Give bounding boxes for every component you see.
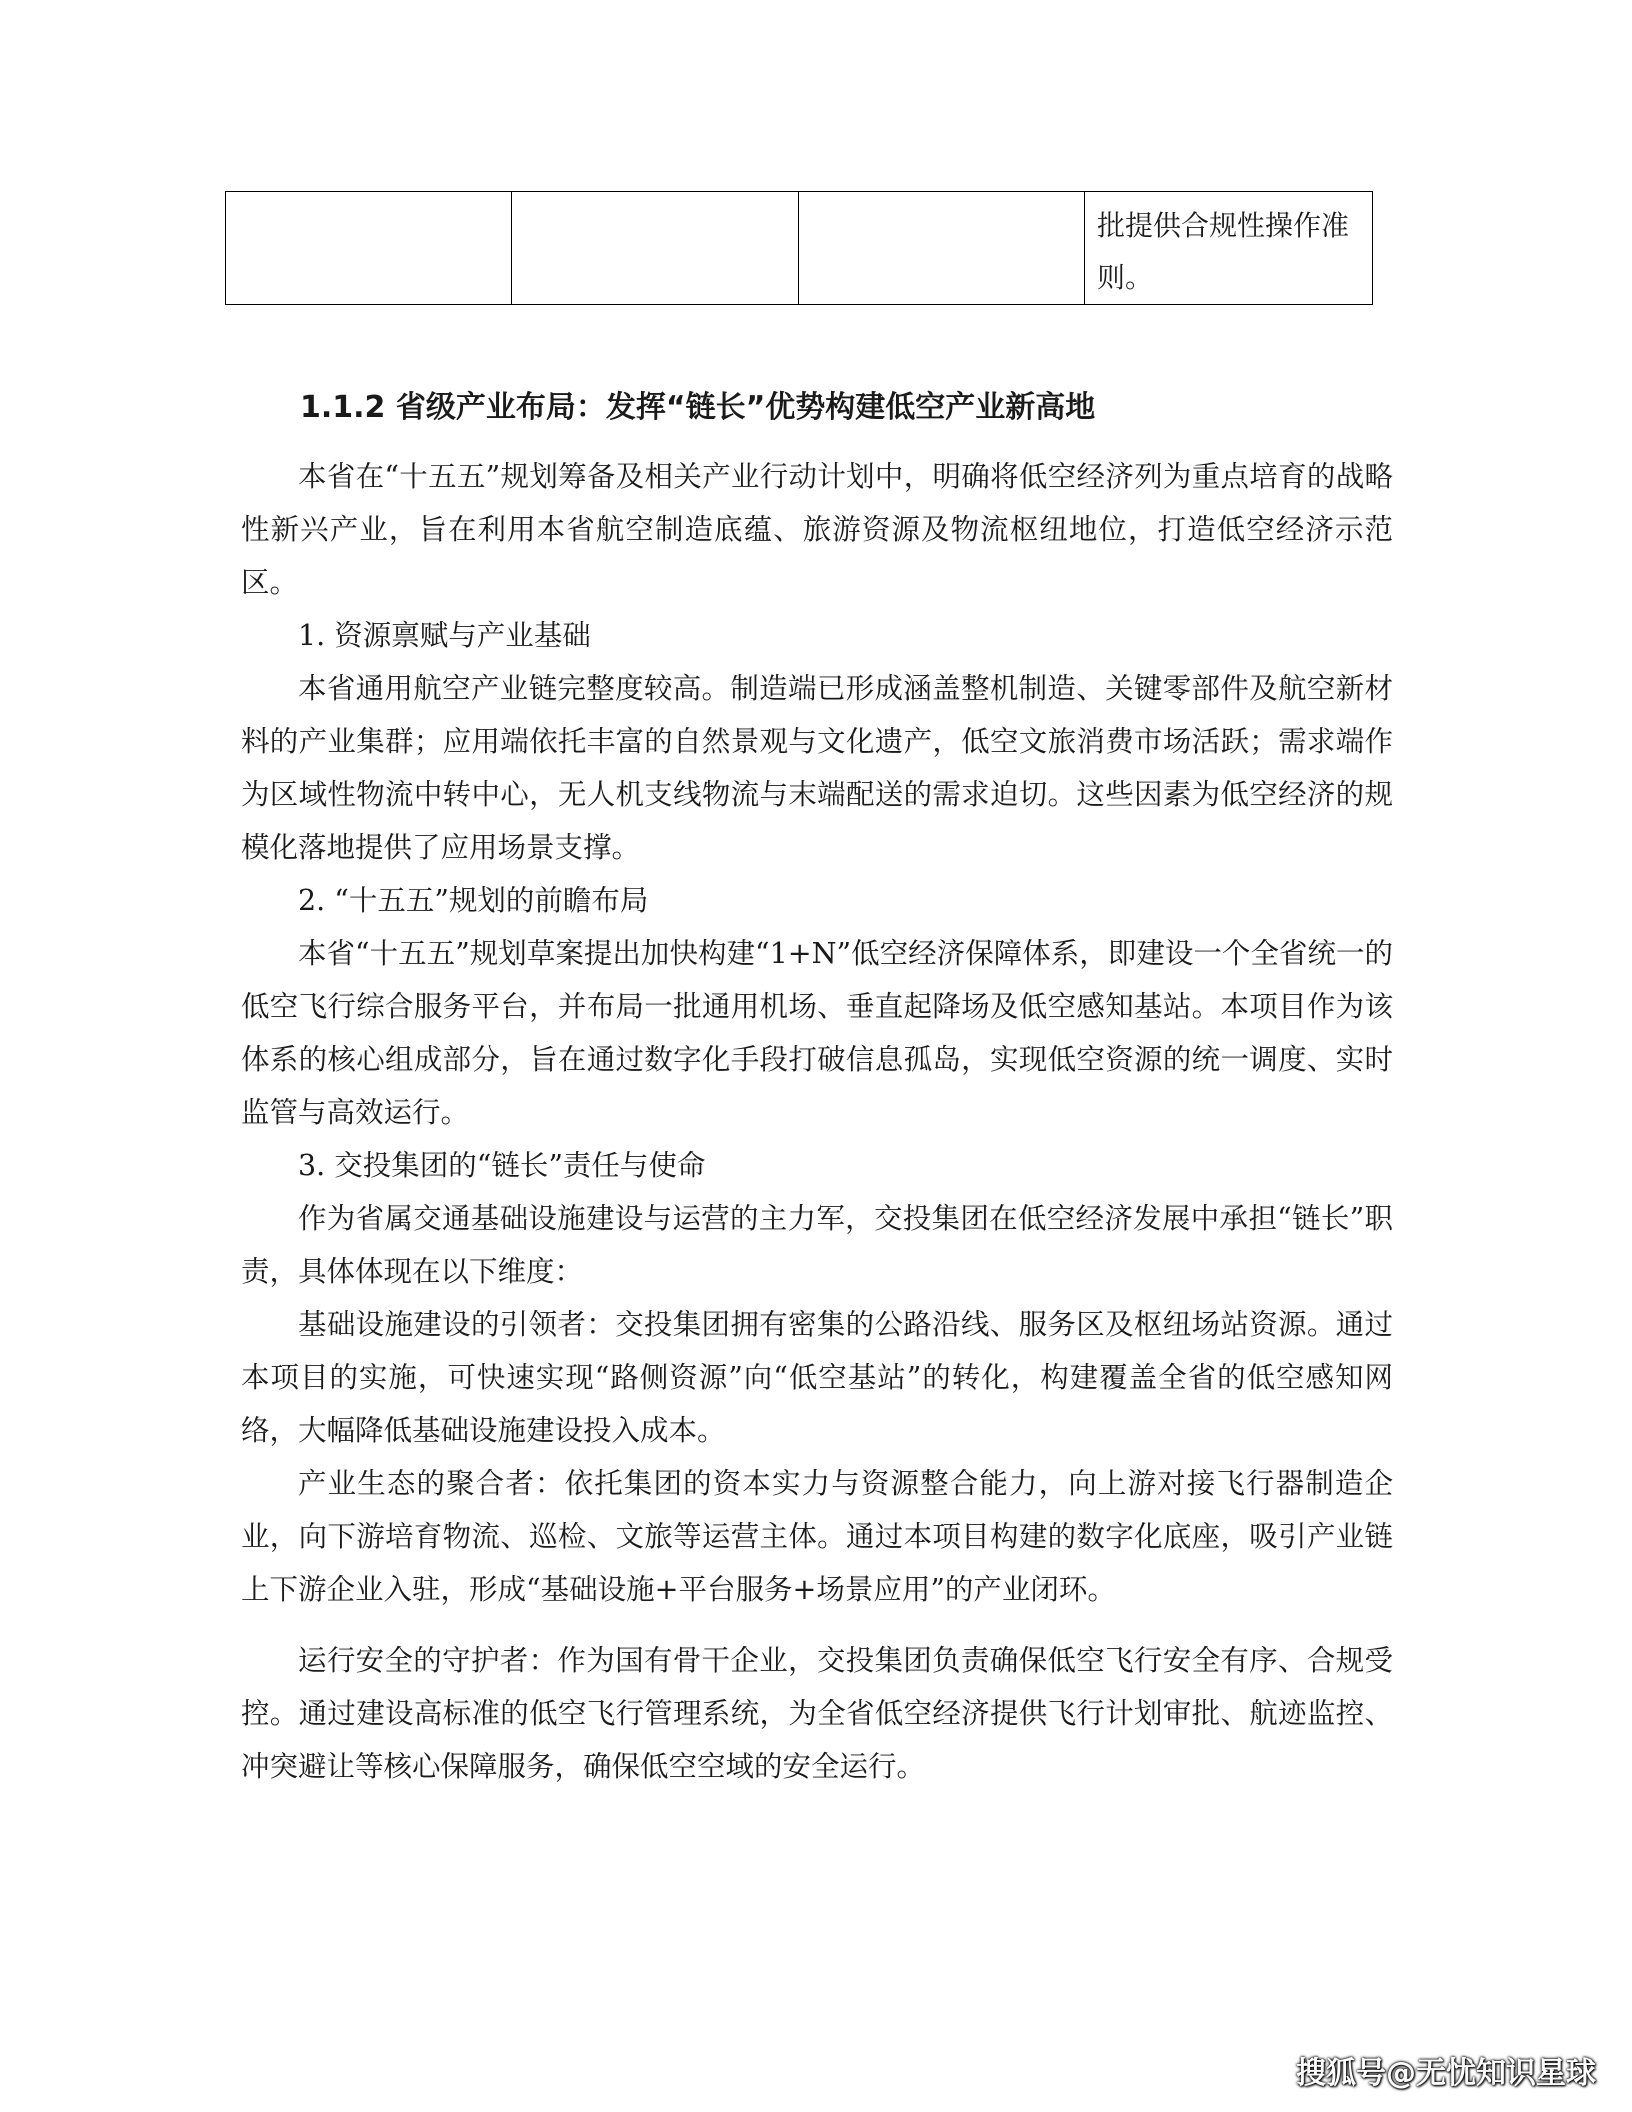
paragraph-safety: 运行安全的守护者：作为国有骨干企业，交投集团负责确保低空飞行安全有序、合规受控。通过建设高标准的低空飞行管理系统，为全省低空经济提供飞行计划审批、航迹监控、冲突避让等核心保障服务，确保低空空域的安全运行。 bbox=[241, 1644, 1393, 1783]
paragraph-infrastructure: 基础设施建设的引领者：交投集团拥有密集的公路沿线、服务区及枢纽场站资源。通过本项目的实施，可快速实现“路侧资源”向“低空基站”的转化，构建覆盖全省的低空感知网络，大幅降低基础设施建设投入成本。 bbox=[241, 1308, 1393, 1447]
paragraph-ecosystem: 产业生态的聚合者：依托集团的资本实力与资源整合能力，向上游对接飞行器制造企业，向下游培育物流、巡检、文旅等运营主体。通过本项目构建的数字化底座，吸引产业链上下游企业入驻，形成“基础设施+平台服务+场景应用”的产业闭环。 bbox=[241, 1467, 1393, 1606]
table-fragment bbox=[225, 191, 1373, 305]
section-heading: 1.1.2 省级产业布局：发挥“链长”优势构建低空产业新高地 bbox=[300, 390, 1096, 425]
paragraph-resources: 本省通用航空产业链完整度较高。制造端已形成涵盖整机制造、关键零部件及航空新材料的产业集群；应用端依托丰富的自然景观与文化遗产，低空文旅消费市场活跃；需求端作为区域性物流中转中心，无人机支线物流与末端配送的需求迫切。这些因素为低空经济的规模化落地提供了应用场景支撑。 bbox=[241, 672, 1393, 864]
watermark: 搜狐号@无忧知识星球 bbox=[1296, 2056, 1596, 2091]
subheading-chain-leader: 3. 交投集团的“链长”责任与使命 bbox=[298, 1149, 706, 1182]
paragraph-plan: 本省“十五五”规划草案提出加快构建“1+N”低空经济保障体系，即建设一个全省统一的低空飞行综合服务平台，并布局一批通用机场、垂直起降场及低空感知基站。本项目作为该体系的核心组成部分，旨在通过数字化手段打破信息孤岛，实现低空资源的统一调度、实时监管与高效运行。 bbox=[241, 937, 1393, 1129]
subheading-plan: 2. “十五五”规划的前瞻布局 bbox=[298, 884, 649, 917]
table-cell bbox=[512, 192, 799, 305]
table-cell: 批提供合规性操作准则。 bbox=[1085, 192, 1373, 305]
subheading-resources: 1. 资源禀赋与产业基础 bbox=[298, 619, 591, 652]
paragraph-intro: 本省在“十五五”规划筹备及相关产业行动计划中，明确将低空经济列为重点培育的战略性新兴产业，旨在利用本省航空制造底蕴、旅游资源及物流枢纽地位，打造低空经济示范区。 bbox=[241, 460, 1393, 599]
table-cell bbox=[226, 192, 512, 305]
body-text bbox=[241, 450, 1393, 1793]
table-row bbox=[226, 192, 1373, 305]
table-cell bbox=[799, 192, 1085, 305]
paragraph-chain-leader: 作为省属交通基础设施建设与运营的主力军，交投集团在低空经济发展中承担“链长”职责，具体体现在以下维度： bbox=[241, 1202, 1393, 1288]
